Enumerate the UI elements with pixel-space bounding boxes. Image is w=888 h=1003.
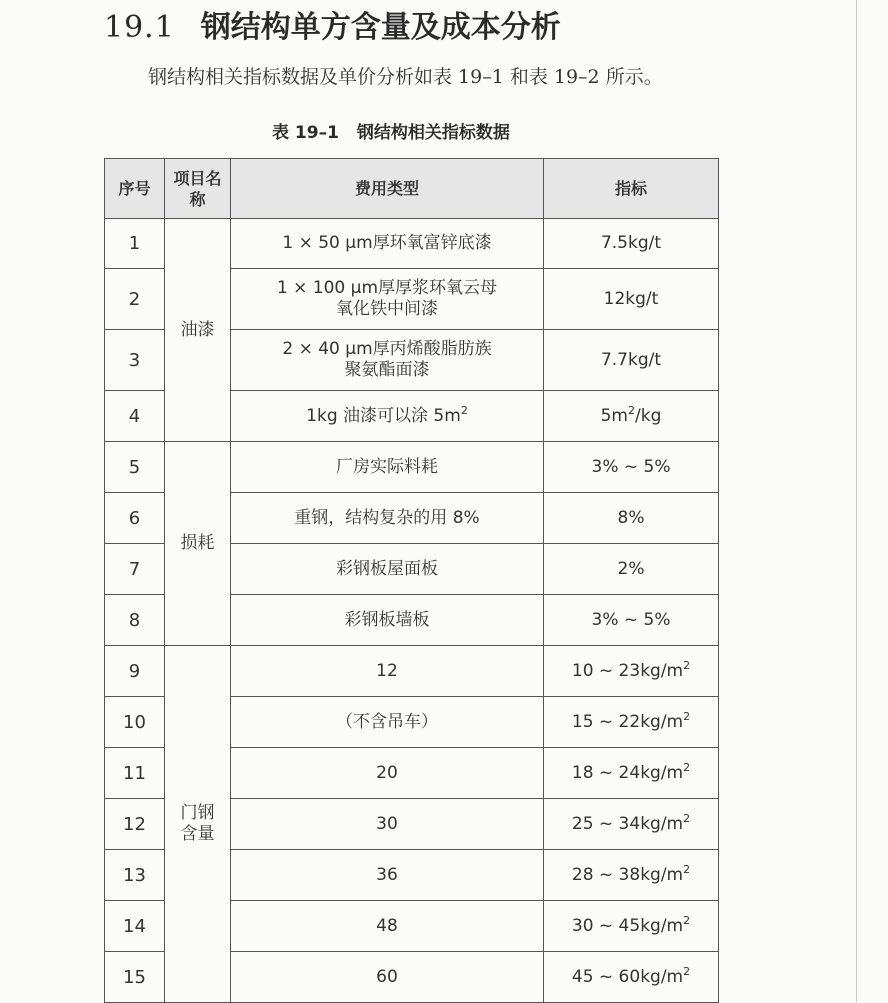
indicator-text: 45 ~ 60kg/m — [571, 966, 684, 987]
row-cost-type: 2 × 40 μm厚丙烯酸脂肪族 聚氨酯面漆 — [231, 330, 544, 391]
row-indicator — [544, 697, 719, 748]
row-indicator — [544, 901, 719, 952]
row-cost-type — [231, 391, 544, 442]
page-edge-rule — [856, 0, 857, 1002]
row-indicator: 8% — [544, 493, 719, 544]
header-indicator: 指标 — [544, 159, 719, 219]
table-row — [105, 646, 719, 697]
table-caption-title: 钢结构相关指标数据 — [356, 123, 510, 143]
row-index: 2 — [105, 269, 165, 330]
superscript: 2 — [683, 709, 691, 723]
indicator-text: 18 ~ 24kg/m — [571, 762, 684, 783]
header-category: 项目名 称 — [165, 159, 231, 219]
category-paint: 油漆 — [165, 219, 231, 442]
row-indicator: 12kg/t — [544, 269, 719, 330]
row-index: 4 — [105, 391, 165, 442]
category-loss: 损耗 — [165, 442, 231, 646]
row-cost-type: 12 — [231, 646, 544, 697]
row-cost-type: 1 × 50 μm厚环氧富锌底漆 — [231, 219, 544, 269]
table-header-row — [105, 159, 719, 219]
superscript: 2 — [683, 964, 691, 978]
indicator-text: 30 ~ 45kg/m — [571, 915, 684, 936]
row-cost-type: 彩钢板屋面板 — [231, 544, 544, 595]
section-heading — [104, 2, 561, 46]
row-index: 7 — [105, 544, 165, 595]
row-index: 3 — [105, 330, 165, 391]
row-indicator — [544, 952, 719, 1003]
row-indicator — [544, 646, 719, 697]
row-cost-type: 厂房实际料耗 — [231, 442, 544, 493]
row-cost-type: 30 — [231, 799, 544, 850]
indicator-text: 15 ~ 22kg/m — [571, 711, 684, 732]
row-cost-type: 彩钢板墙板 — [231, 595, 544, 646]
row-index: 9 — [105, 646, 165, 697]
category-steel-content: 门钢 含量 — [165, 646, 231, 1003]
row-indicator: 2% — [544, 544, 719, 595]
row-index: 1 — [105, 219, 165, 269]
row-cost-type: （不含吊车） — [231, 697, 544, 748]
superscript: 2 — [683, 811, 691, 825]
cost-type-text: 1kg 油漆可以涂 5m — [306, 405, 461, 426]
indicator-text: 5m — [600, 405, 628, 426]
row-indicator — [544, 748, 719, 799]
intro-paragraph: 钢结构相关指标数据及单价分析如表 19–1 和表 19–2 所示。 — [148, 66, 663, 88]
section-number: 19.1 — [104, 10, 175, 45]
superscript: 2 — [683, 862, 691, 876]
row-cost-type: 60 — [231, 952, 544, 1003]
table-caption-number: 表 19–1 — [272, 123, 339, 143]
row-indicator — [544, 850, 719, 901]
row-index: 14 — [105, 901, 165, 952]
superscript: 2 — [460, 403, 468, 417]
row-indicator — [544, 391, 719, 442]
row-indicator — [544, 799, 719, 850]
row-indicator: 7.5kg/t — [544, 219, 719, 269]
table-row — [105, 219, 719, 269]
row-index: 6 — [105, 493, 165, 544]
row-index: 10 — [105, 697, 165, 748]
row-index: 12 — [105, 799, 165, 850]
table-row — [105, 442, 719, 493]
row-indicator: 3% ~ 5% — [544, 442, 719, 493]
row-cost-type: 重钢，结构复杂的用 8% — [231, 493, 544, 544]
superscript: 2 — [683, 760, 691, 774]
row-cost-type: 1 × 100 μm厚厚浆环氧云母 氧化铁中间漆 — [231, 269, 544, 330]
table-caption — [272, 118, 510, 143]
indicator-text: 10 ~ 23kg/m — [571, 660, 684, 681]
row-index: 13 — [105, 850, 165, 901]
indicator-text: 25 ~ 34kg/m — [571, 813, 684, 834]
indicator-table — [104, 158, 719, 1003]
superscript: 2 — [683, 658, 691, 672]
superscript: 2 — [628, 403, 635, 417]
header-index: 序号 — [105, 159, 165, 219]
row-cost-type: 48 — [231, 901, 544, 952]
indicator-unit: /kg — [635, 405, 662, 426]
superscript: 2 — [683, 913, 691, 927]
row-index: 15 — [105, 952, 165, 1003]
row-indicator: 7.7kg/t — [544, 330, 719, 391]
header-cost-type: 费用类型 — [231, 159, 544, 219]
row-cost-type: 20 — [231, 748, 544, 799]
indicator-text: 28 ~ 38kg/m — [571, 864, 684, 885]
row-index: 5 — [105, 442, 165, 493]
section-title: 钢结构单方含量及成本分析 — [200, 10, 561, 45]
row-index: 11 — [105, 748, 165, 799]
row-cost-type: 36 — [231, 850, 544, 901]
row-indicator: 3% ~ 5% — [544, 595, 719, 646]
row-index: 8 — [105, 595, 165, 646]
